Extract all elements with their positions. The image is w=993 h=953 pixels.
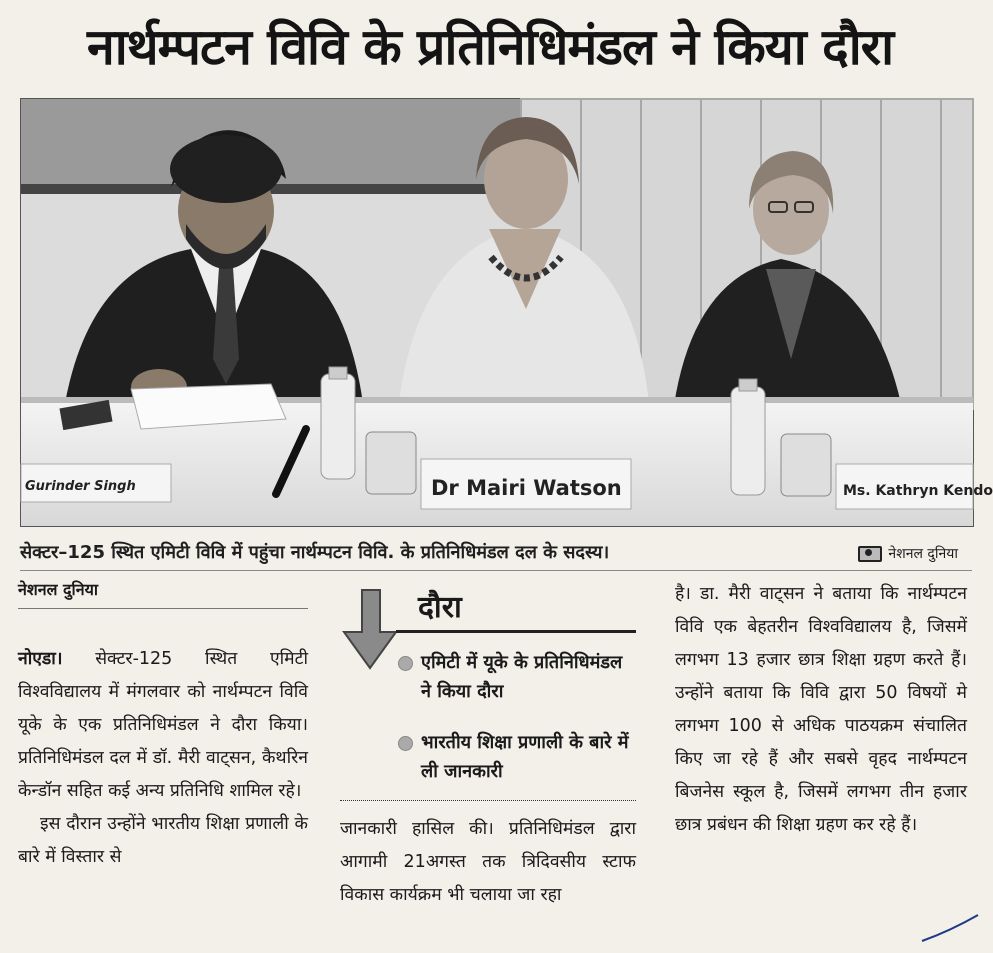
article-column-2 — [340, 578, 636, 905]
pen-mark-icon — [920, 913, 980, 943]
box-rule — [396, 630, 636, 633]
nameplate-center: Dr Mairi Watson — [431, 476, 622, 500]
nameplate-left: Gurinder Singh — [25, 479, 136, 494]
bullet-icon — [398, 656, 413, 671]
photo-illustration — [21, 99, 973, 526]
column-3-text: है। डा. मैरी वाट्सन ने बताया कि नार्थम्पटन विवि एक बेहतरीन विश्वविद्यालय है, जिसमें लगभग 13 हजार छात्र शिक्षा ग्रहण करते हैं। उन्होंने बताया कि विवि द्वारा 50 विषयों मे लगभग 100 से अधिक पाठयक्रम संचालित किए जा रहे हैं और सबसे वृहद नार्थम्पटन बिजनेस स्कूल है, जिसमें लगभग तीन हजार छात्र प्रबंधन की शिक्षा ग्रहण कर रहे हैं। — [675, 584, 967, 835]
photo-credit — [858, 544, 958, 563]
credit-text: नेशनल दुनिया — [888, 546, 958, 562]
article-column-3 — [675, 578, 967, 842]
highlight-box — [340, 578, 636, 905]
lead-text: सेक्टर-125 स्थित एमिटी विश्वविद्यालय में मंगलवार को नार्थम्पटन विवि यूके के एक प्रतिनिधिमंडल ने दौरा किया। प्रतिनिधिमंडल दल में डॉ. मैरी वाट्सन, कैथरिन केन्डॉन सहित कई अन्य प्रतिनिधि शामिल रहे। — [18, 649, 308, 801]
byline: नेशनल दुनिया — [18, 578, 308, 609]
news-photo — [20, 98, 993, 527]
photo-caption: सेक्टर–125 स्थित एमिटी विवि में पहुंचा नार्थम्पटन विवि. के प्रतिनिधिमंडल दल के सदस्य। — [20, 542, 610, 563]
highlight-text: एमिटी में यूके के प्रतिनिधिमंडल ने किया दौरा — [421, 652, 623, 702]
column-2-text: जानकारी हासिल की। प्रतिनिधिमंडल द्वारा आगामी 21अगस्त तक त्रिदिवसीय स्टाफ विकास कार्यक्रम भी चलाया जा रहा — [340, 819, 636, 905]
dateline: नोएडा। — [18, 649, 63, 669]
caption-row — [20, 534, 972, 571]
highlight-item — [398, 648, 636, 706]
box-title: दौरा — [418, 590, 462, 625]
article-column-1 — [18, 578, 308, 874]
lead-paragraph — [18, 643, 308, 808]
highlight-item — [398, 728, 636, 786]
down-arrow-icon — [340, 590, 400, 668]
camera-icon — [858, 546, 882, 562]
headline: नार्थम्पटन विवि के प्रतिनिधिमंडल ने किया दौरा — [86, 18, 894, 76]
highlight-text: भारतीय शिक्षा प्रणाली के बारे में ली जानकारी — [421, 732, 629, 782]
bullet-icon — [398, 736, 413, 751]
divider — [340, 800, 636, 803]
paragraph-2: इस दौरान उन्होंने भारतीय शिक्षा प्रणाली के बारे में विस्तार से — [18, 814, 308, 867]
nameplate-right: Ms. Kathryn Kendo — [843, 483, 993, 499]
